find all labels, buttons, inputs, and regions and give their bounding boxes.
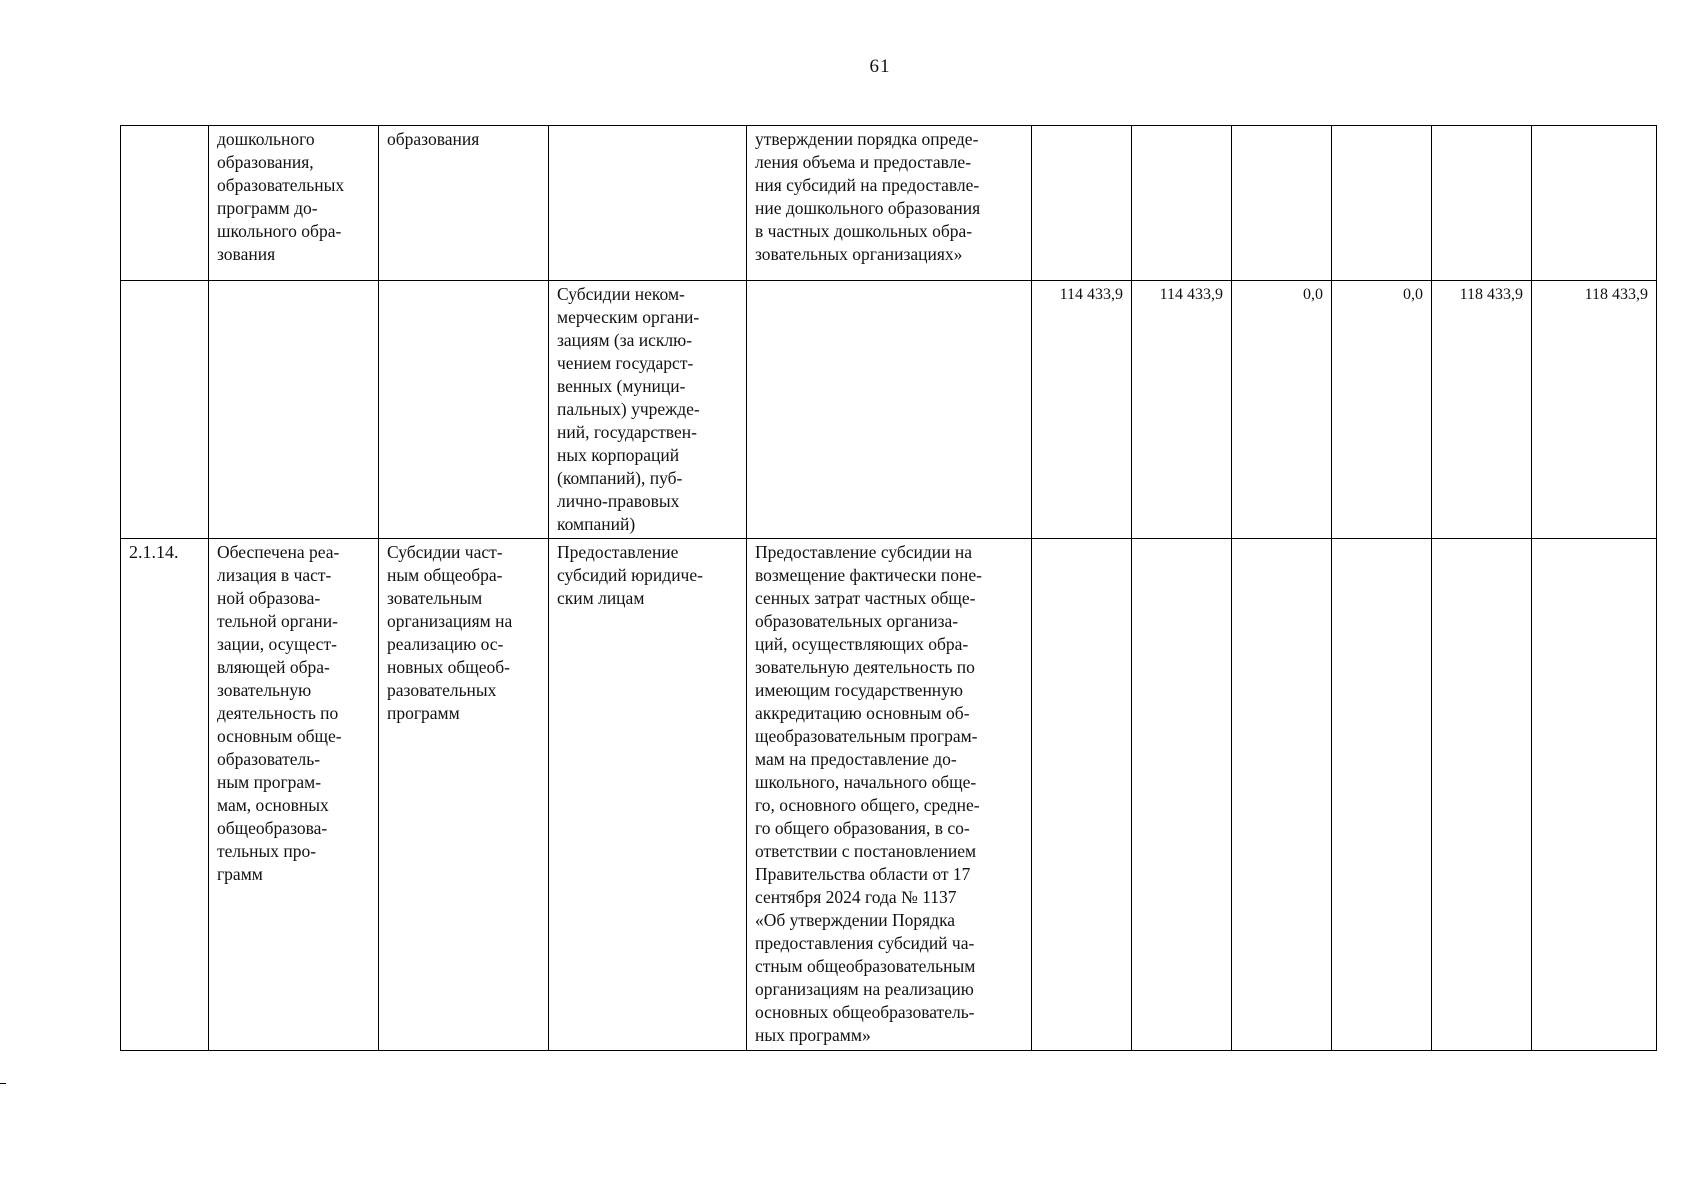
value-cell	[1232, 126, 1332, 281]
value-cell: 118 433,9	[1432, 281, 1532, 539]
margin-mark	[0, 1083, 6, 1084]
event-cell	[379, 281, 549, 539]
budget-table	[120, 125, 1657, 1051]
code-cell: 2.1.14.	[121, 539, 209, 1051]
event-cell: образования	[379, 126, 549, 281]
page-number: 61	[869, 56, 891, 77]
value-cell: 114 433,9	[1132, 281, 1232, 539]
value-cell	[1532, 539, 1657, 1051]
value-cell	[1132, 126, 1232, 281]
basis-cell	[747, 281, 1032, 539]
value-cell	[1532, 126, 1657, 281]
result-cell: дошкольного образования, образовательных программ до- школьного обра- зования	[209, 126, 379, 281]
value-cell: 0,0	[1232, 281, 1332, 539]
code-cell	[121, 126, 209, 281]
event-cell: Субсидии част- ным общеобра- зовательным организациям на реализацию ос- новных общеоб- разовательных программ	[379, 539, 549, 1051]
result-cell: Обеспечена реа- лизация в част- ной образова- тельной органи- зации, осущест- вляющей обра- зовательную деятельность по основным обще- образователь- ным програм- мам, основных общеобразова- тельных про- грамм	[209, 539, 379, 1051]
expense-type-cell: Предоставление субсидий юридиче- ским лицам	[549, 539, 747, 1051]
value-cell	[1432, 539, 1532, 1051]
result-cell	[209, 281, 379, 539]
expense-type-cell: Субсидии неком- мерческим органи- зациям (за исклю- чением государст- венных (муници- пальных) учрежде- ний, государствен- ных корпораций (компаний), пуб- лично-правовых компаний)	[549, 281, 747, 539]
value-cell: 0,0	[1332, 281, 1432, 539]
value-cell	[1032, 126, 1132, 281]
table-row	[121, 281, 1657, 539]
value-cell	[1132, 539, 1232, 1051]
value-cell	[1232, 539, 1332, 1051]
basis-cell: утверждении порядка опреде- ления объема и предоставле- ния субсидий на предоставле- ние дошкольного образования в частных дошкольных обра- зовательных организациях»	[747, 126, 1032, 281]
value-cell: 114 433,9	[1032, 281, 1132, 539]
code-cell	[121, 281, 209, 539]
table-row	[121, 539, 1657, 1051]
value-cell	[1032, 539, 1132, 1051]
table-row	[121, 126, 1657, 281]
value-cell	[1332, 126, 1432, 281]
value-cell: 118 433,9	[1532, 281, 1657, 539]
expense-type-cell	[549, 126, 747, 281]
value-cell	[1332, 539, 1432, 1051]
value-cell	[1432, 126, 1532, 281]
basis-cell: Предоставление субсидии на возмещение фактически поне- сенных затрат частных обще- образовательных организа- ций, осуществляющих обра- зовательную деятельность по имеющим государственную аккредитацию основным об- щеобразовательным програм- мам на предоставление до- школьного, начального обще- го, основного общего, средне- го общего образования, в со- ответствии с постановлением Правительства области от 17 сентября 2024 года № 1137 «Об утверждении Порядка предоставления субсидий ча- стным общеобразовательным организациям на реализацию основных общеобразователь- ных программ»	[747, 539, 1032, 1051]
